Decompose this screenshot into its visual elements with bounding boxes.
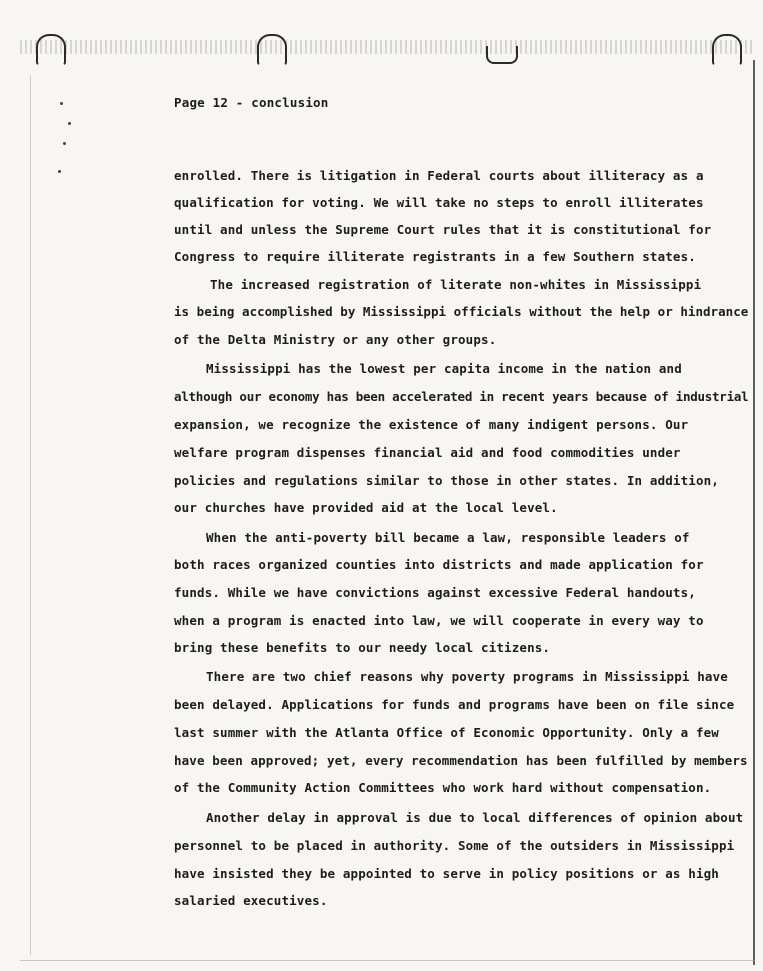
- text-line: last summer with the Atlanta Office of Economic Opportunity. Only a few: [174, 725, 719, 740]
- text-line: when a program is enacted into law, we will cooperate in every way to: [174, 613, 704, 628]
- binder-clip-center-icon: [257, 34, 287, 66]
- text-line: until and unless the Supreme Court rules that it is constitutional for: [174, 222, 712, 237]
- scan-bottom-strip: [20, 960, 755, 967]
- text-line: personnel to be placed in authority. Some of the outsiders in Mississippi: [174, 838, 735, 853]
- text-line: our churches have provided aid at the local level.: [174, 500, 558, 515]
- scan-speck-icon: [60, 102, 63, 105]
- scan-speck-icon: [58, 170, 61, 173]
- scan-right-edge: [753, 60, 755, 965]
- text-line: funds. While we have convictions against excessive Federal handouts,: [174, 585, 696, 600]
- text-line: There are two chief reasons why poverty programs in Mississippi have: [206, 669, 728, 684]
- text-line: The increased registration of literate non-whites in Mississippi: [210, 277, 702, 292]
- text-line: have insisted they be appointed to serve in policy positions or as high: [174, 866, 719, 881]
- text-line: both races organized counties into districts and made application for: [174, 557, 704, 572]
- binder-clip-left-icon: [36, 34, 66, 66]
- text-line: Congress to require illiterate registrants in a few Southern states.: [174, 249, 696, 264]
- scan-left-edge: [30, 75, 31, 955]
- text-line: Mississippi has the lowest per capita income in the nation and: [206, 361, 682, 376]
- text-line: been delayed. Applications for funds and programs have been on file since: [174, 697, 735, 712]
- text-line: of the Community Action Committees who work hard without compensation.: [174, 780, 712, 795]
- page-heading: Page 12 - conclusion: [174, 95, 329, 110]
- text-line: bring these benefits to our needy local citizens.: [174, 640, 551, 655]
- text-line: When the anti-poverty bill became a law, responsible leaders of: [206, 530, 690, 545]
- text-line: is being accomplished by Mississippi officials without the help or hindrance: [174, 304, 749, 319]
- text-line: Another delay in approval is due to local differences of opinion about: [206, 810, 744, 825]
- text-line: salaried executives.: [174, 893, 328, 908]
- text-line: of the Delta Ministry or any other groups.: [174, 332, 497, 347]
- text-line: welfare program dispenses financial aid and food commodities under: [174, 445, 681, 460]
- text-line: have been approved; yet, every recommendation has been fulfilled by members: [174, 753, 748, 768]
- text-line: enrolled. There is litigation in Federal courts about illiteracy as a: [174, 168, 704, 183]
- binder-clip-far-right-icon: [712, 34, 742, 66]
- text-line: policies and regulations similar to those in other states. In addition,: [174, 473, 719, 488]
- binder-clip-right-icon: [486, 46, 518, 64]
- text-line: although our economy has been accelerated in recent years because of industrial: [174, 389, 749, 404]
- scan-speck-icon: [68, 122, 71, 125]
- scan-top-strip: [20, 40, 755, 54]
- text-line: qualification for voting. We will take no steps to enroll illiterates: [174, 195, 704, 210]
- scan-speck-icon: [63, 142, 66, 145]
- text-line: expansion, we recognize the existence of many indigent persons. Our: [174, 417, 689, 432]
